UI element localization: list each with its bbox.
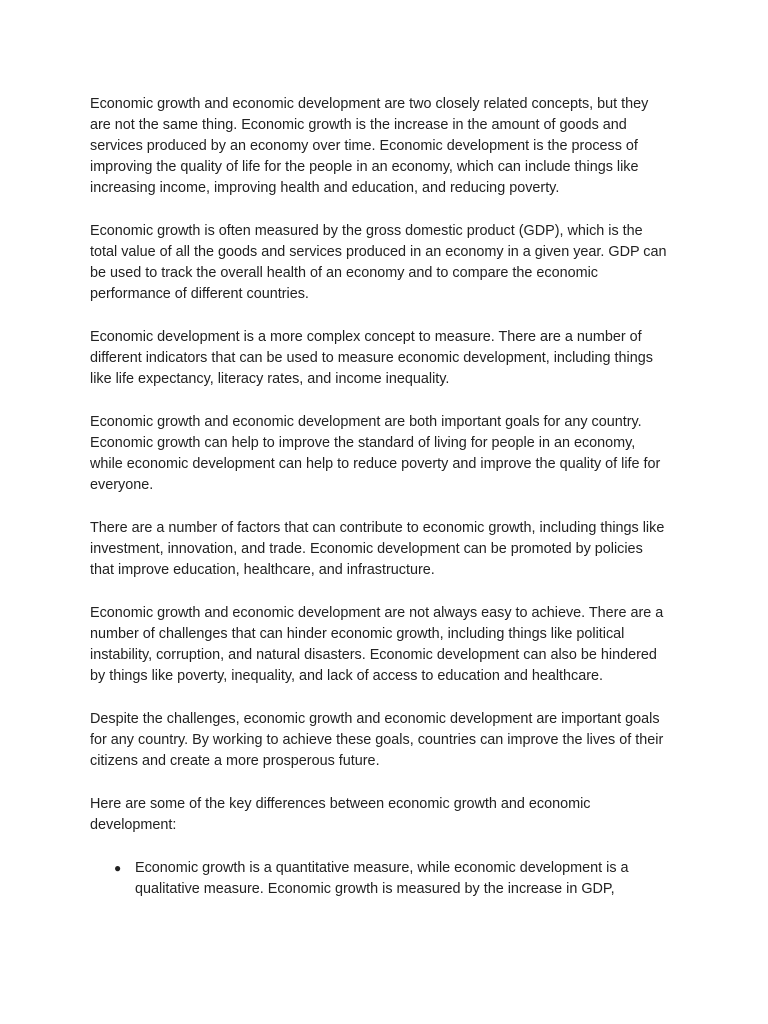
- bullet-icon: ●: [114, 861, 122, 875]
- bullet-list: [90, 858, 670, 900]
- paragraph: Despite the challenges, economic growth and economic development are important goals for any country. By working to achieve these goals, countries can improve the lives of their citizens and create a more prosperous future.: [90, 711, 664, 769]
- list-item: [90, 858, 670, 900]
- paragraph: Economic growth and economic development are not always easy to achieve. There are a number of challenges that can hinder economic growth, including things like political instability, corruption, and natural disasters. Economic development can also be hindered by things like poverty, inequality, and lack of access to education and healthcare.: [90, 605, 664, 684]
- paragraph: Economic growth and economic development are both important goals for any country. Economic growth can help to improve the standard of living for people in an economy, while economic development can help to reduce poverty and improve the quality of life for everyone.: [90, 414, 661, 493]
- paragraph: There are a number of factors that can contribute to economic growth, including things like investment, innovation, and trade. Economic development can be promoted by policies that improve education, healthcare, and infrastructure.: [90, 520, 665, 578]
- document-body: [90, 94, 670, 900]
- paragraph: Economic growth is often measured by the gross domestic product (GDP), which is the total value of all the goods and services produced in an economy in a given year. GDP can be used to track the overall health of an economy and to compare the economic performance of different countries.: [90, 223, 667, 302]
- paragraph: Here are some of the key differences between economic growth and economic development:: [90, 796, 591, 833]
- paragraph: Economic development is a more complex concept to measure. There are a number of different indicators that can be used to measure economic development, including things like life expectancy, literacy rates, and income inequality.: [90, 329, 653, 387]
- list-item-text: Economic growth is a quantitative measure, while economic development is a qualitative measure. Economic growth is measured by the increase in GDP,: [135, 860, 629, 897]
- paragraph: Economic growth and economic development are two closely related concepts, but they are not the same thing. Economic growth is the increase in the amount of goods and services produced by an economy over time. Economic development is the process of improving the quality of life for the people in an economy, which can include things like increasing income, improving health and education, and reducing poverty.: [90, 96, 649, 196]
